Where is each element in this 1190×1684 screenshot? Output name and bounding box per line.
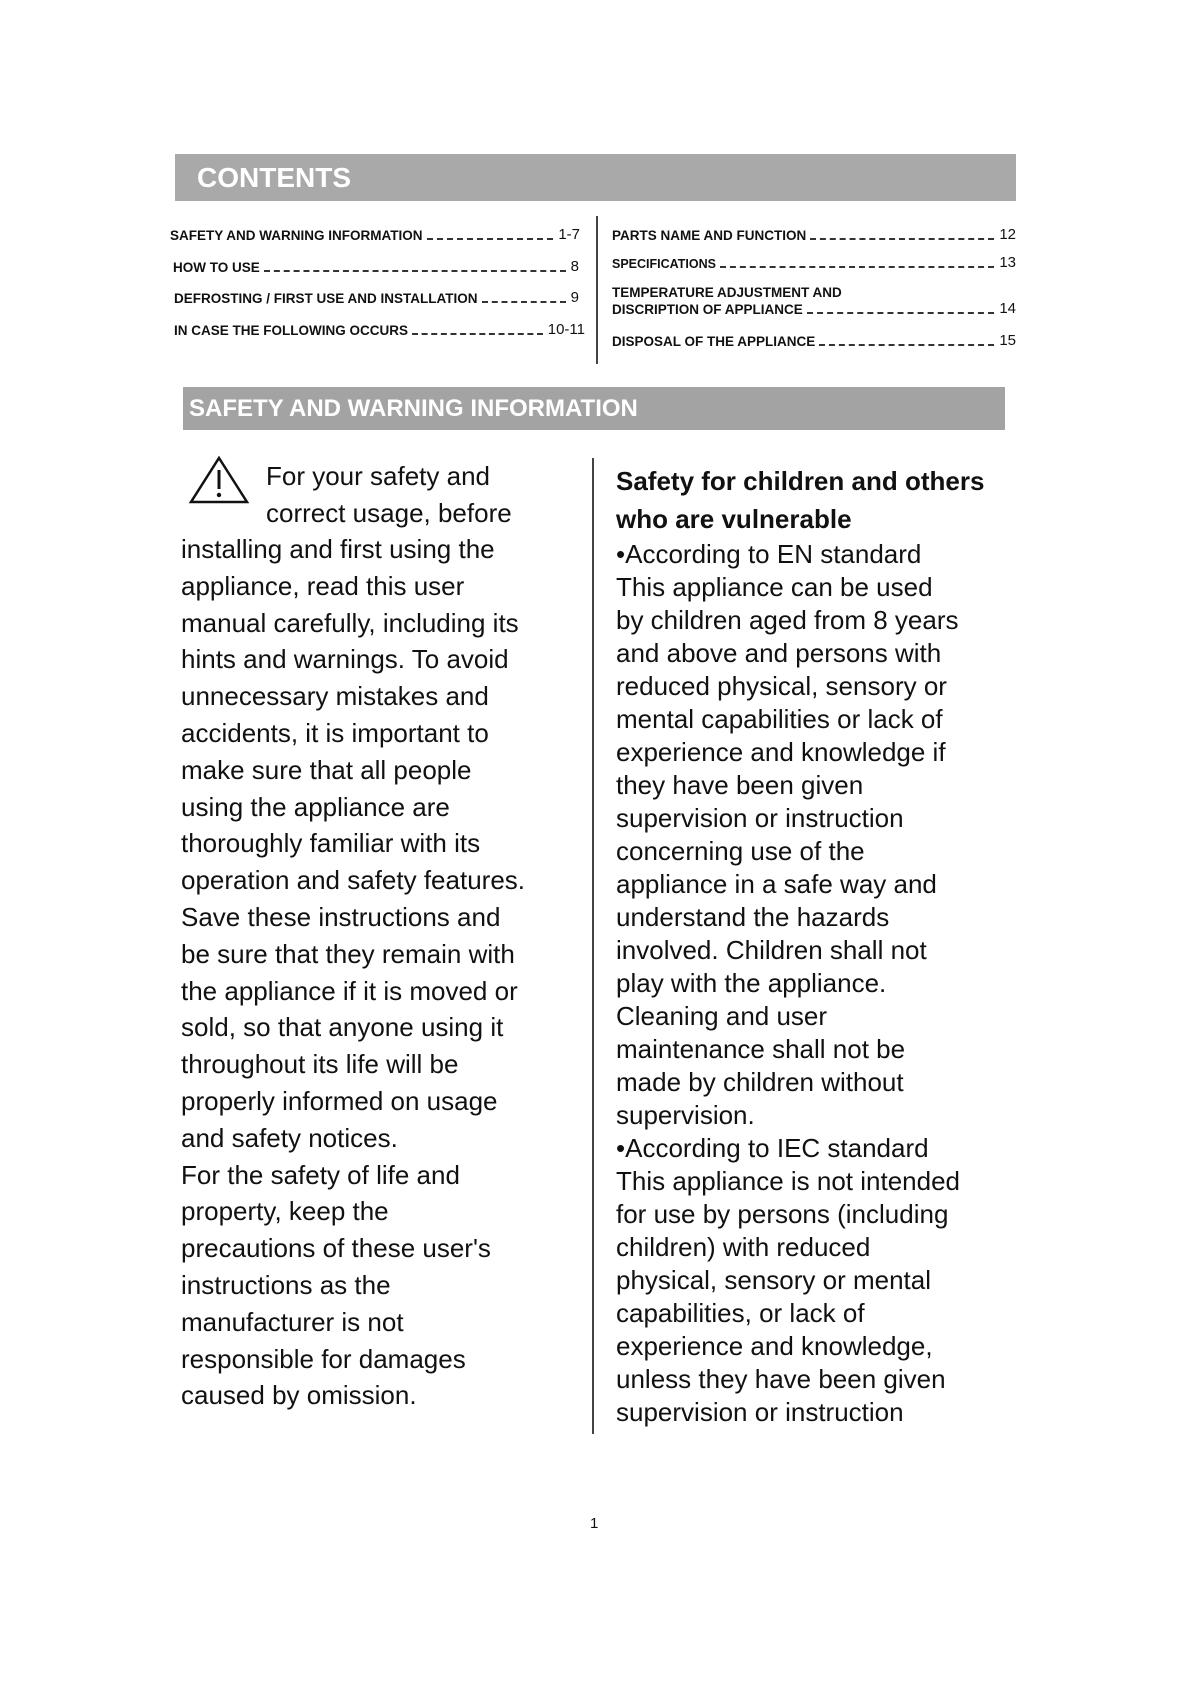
text-line: manual carefully, including its xyxy=(181,607,519,638)
text-line: capabilities, or lack of xyxy=(616,1298,865,1328)
toc-leader xyxy=(264,270,566,272)
text-line: •According to EN standard xyxy=(616,539,922,569)
intro-first-lines xyxy=(266,458,512,532)
toc-leader xyxy=(482,301,566,303)
text-line: concerning use of the xyxy=(616,836,865,866)
toc-page: 10-11 xyxy=(547,321,585,338)
toc-entry-temperature[interactable] xyxy=(612,285,1016,317)
toc-label-line2: DISCRIPTION OF APPLIANCE xyxy=(612,302,803,317)
toc-label: DEFROSTING / FIRST USE AND INSTALLATION xyxy=(174,291,478,306)
toc-page: 9 xyxy=(570,289,579,306)
text-line: for use by persons (including xyxy=(616,1199,949,1229)
toc-entry-disposal[interactable] xyxy=(612,332,1016,349)
text-line: Save these instructions and xyxy=(181,901,501,932)
safety-title: SAFETY AND WARNING INFORMATION xyxy=(189,395,638,422)
text-line: children) with reduced xyxy=(616,1232,871,1262)
toc-page: 12 xyxy=(999,226,1016,243)
toc-entry-safety[interactable] xyxy=(170,226,580,243)
text-line: For the safety of life and xyxy=(181,1159,460,1190)
toc-leader xyxy=(720,266,994,268)
text-line: be sure that they remain with xyxy=(181,938,515,969)
toc-page: 14 xyxy=(999,300,1016,317)
text-line: make sure that all people xyxy=(181,754,472,785)
text-line: mental capabilities or lack of xyxy=(616,704,943,734)
toc-leader xyxy=(810,238,994,240)
text-line: understand the hazards xyxy=(616,902,890,932)
text-line: properly informed on usage xyxy=(181,1085,498,1116)
toc-divider xyxy=(596,216,598,364)
text-line: made by children without xyxy=(616,1067,904,1097)
toc-page: 15 xyxy=(999,332,1016,349)
page-number: 1 xyxy=(590,1515,599,1532)
children-safety-section xyxy=(616,462,984,1429)
toc-page: 13 xyxy=(999,254,1016,271)
text-line: supervision or instruction xyxy=(616,803,904,833)
text-line: they have been given xyxy=(616,770,864,800)
text-line: sold, so that anyone using it xyxy=(181,1012,504,1043)
toc-page: 8 xyxy=(570,258,579,275)
text-line: physical, sensory or mental xyxy=(616,1265,932,1295)
toc-label: SAFETY AND WARNING INFORMATION xyxy=(170,228,423,243)
toc-entry-how-to-use[interactable] xyxy=(173,258,579,275)
text-line: hints and warnings. To avoid xyxy=(181,644,509,675)
text-line: experience and knowledge if xyxy=(616,737,946,767)
text-line: the appliance if it is moved or xyxy=(181,975,518,1006)
text-line: play with the appliance. xyxy=(616,968,887,998)
text-line: and above and persons with xyxy=(616,638,942,668)
toc-leader xyxy=(807,312,995,314)
text-line: supervision or instruction xyxy=(616,1397,904,1427)
text-line: using the appliance are xyxy=(181,791,450,822)
text-line: •According to IEC standard xyxy=(616,1133,929,1163)
text-line: Cleaning and user xyxy=(616,1001,828,1031)
text-line: thoroughly familiar with its xyxy=(181,828,481,859)
text-line: property, keep the xyxy=(181,1196,389,1227)
toc-entry-defrosting[interactable] xyxy=(174,289,579,306)
text-line: by children aged from 8 years xyxy=(616,605,959,635)
toc-leader xyxy=(412,333,543,335)
text-line: This appliance can be used xyxy=(616,572,933,602)
toc-page: 1-7 xyxy=(558,226,580,243)
text-line: experience and knowledge, xyxy=(616,1331,933,1361)
toc-entry-specifications[interactable] xyxy=(612,254,1016,271)
text-line: and safety notices. xyxy=(181,1122,398,1153)
text-line: unnecessary mistakes and xyxy=(181,681,489,712)
toc-label: DISPOSAL OF THE APPLIANCE xyxy=(612,334,816,349)
text-line: appliance in a safe way and xyxy=(616,869,937,899)
toc-label: HOW TO USE xyxy=(173,260,260,275)
text-line: correct usage, before xyxy=(266,497,512,528)
text-line: caused by omission. xyxy=(181,1380,417,1411)
text-line: instructions as the xyxy=(181,1269,391,1300)
toc-label: PARTS NAME AND FUNCTION xyxy=(612,228,807,243)
toc-label: IN CASE THE FOLLOWING OCCURS xyxy=(174,323,408,338)
warning-triangle-icon xyxy=(188,455,250,505)
toc-label: TEMPERATURE ADJUSTMENT AND xyxy=(612,285,842,300)
intro-paragraph xyxy=(181,531,525,1414)
text-line: operation and safety features. xyxy=(181,865,526,896)
toc-entry-in-case[interactable] xyxy=(174,321,585,338)
toc-label: SPECIFICATIONS xyxy=(612,257,716,271)
column-divider xyxy=(592,458,594,1434)
section-heading-line: Safety for children and others xyxy=(616,466,985,496)
section-heading-line: who are vulnerable xyxy=(616,504,852,534)
text-line: maintenance shall not be xyxy=(616,1034,906,1064)
text-line: unless they have been given xyxy=(616,1364,946,1394)
text-line: supervision. xyxy=(616,1100,755,1130)
text-line: This appliance is not intended xyxy=(616,1166,961,1196)
text-line: precautions of these user's xyxy=(181,1233,491,1264)
contents-title: CONTENTS xyxy=(197,162,351,193)
text-line: installing and first using the xyxy=(181,534,495,564)
text-line: For your safety and xyxy=(266,461,490,491)
toc-leader xyxy=(427,238,554,240)
text-line: appliance, read this user xyxy=(181,570,465,601)
text-line: involved. Children shall not xyxy=(616,935,927,965)
toc-entry-parts[interactable] xyxy=(612,226,1016,243)
text-line: reduced physical, sensory or xyxy=(616,671,947,701)
toc-leader xyxy=(819,344,994,346)
text-line: responsible for damages xyxy=(181,1343,466,1374)
contents-banner xyxy=(175,154,1016,201)
text-line: manufacturer is not xyxy=(181,1306,404,1337)
text-line: accidents, it is important to xyxy=(181,717,489,748)
safety-banner xyxy=(183,387,1005,430)
text-line: throughout its life will be xyxy=(181,1049,459,1080)
